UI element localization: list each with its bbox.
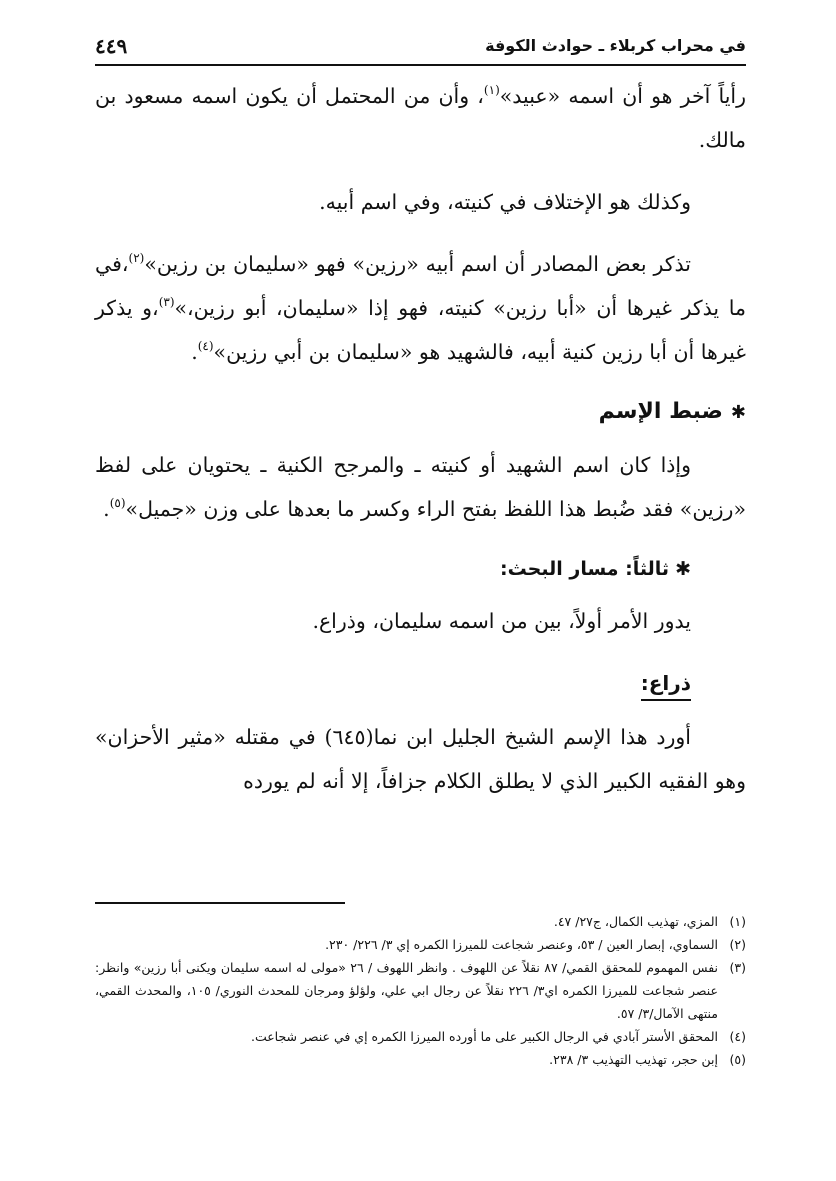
running-title: في محراب كربلاء ـ حوادث الكوفة <box>485 36 746 55</box>
section-heading-text: ضبط الإسم <box>598 399 723 424</box>
footnote-item <box>95 1025 746 1048</box>
paragraph-4-part-b: . <box>103 497 110 521</box>
subheading-wrapper <box>95 661 746 715</box>
paragraph-3 <box>95 242 746 374</box>
section-heading-text: ثالثاً: مسار البحث: <box>499 558 670 580</box>
paragraph-4-part-a: وإذا كان اسم الشهيد أو كنيته ـ والمرجح الكنية ـ يحتويان على لفظ «رزين» فقد ضُبط هذا اللفظ بفتح الراء وكسر ما بعدها على وزن «جميل» <box>95 453 746 521</box>
main-text <box>95 74 746 821</box>
paragraph-3-part-d: . <box>191 340 198 364</box>
footnote-text: المزي، تهذيب الكمال، ج٢٧/ ٤٧. <box>553 914 718 929</box>
footnote-number: (٥) <box>729 1052 746 1067</box>
asterisk-icon: ✱ <box>730 402 746 423</box>
paragraph-1-part-a: رأياً آخر هو أن اسمه «عبيد» <box>499 84 747 108</box>
footnote-text: السماوي، إبصار العين / ٥٣، وعنصر شجاعت للميرزا الكمره إي ٣/ ٢٢٦/ ٢٣٠. <box>325 937 718 952</box>
footnote-ref-1: (١) <box>483 83 500 97</box>
subheading-dhira: ذراع: <box>641 667 691 701</box>
section-heading-research-path <box>95 549 691 589</box>
footnote-number: (١) <box>729 914 746 929</box>
paragraph-3-part-c: ،و يذكر غيرها أن أبا رزين كنية أبيه، فالشهيد هو «سليمان بن أبي رزين» <box>95 296 746 364</box>
paragraph-5: يدور الأمر أولاً، بين من اسمه سليمان، وذراع. <box>312 609 691 633</box>
footnote-text: المحقق الأستر آبادي في الرجال الكبير على ما أورده الميرزا الكمره إي في عنصر شجاعت. <box>250 1029 718 1044</box>
paragraph-6: أورد هذا الإسم الشيخ الجليل ابن نما(٦٤٥) في مقتله «مثير الأحزان» وهو الفقيه الكبير الذي لا يطلق الكلام جزافاً، إلا أنه لم يورده <box>95 725 746 793</box>
footnote-text: إبن حجر، تهذيب التهذيب ٣/ ٢٣٨. <box>549 1052 718 1067</box>
footnote-text: نفس المهموم للمحقق القمي/ ٨٧ نقلاً عن اللهوف . وانظر اللهوف / ٢٦ «مولى له اسمه سليمان ويكنى أبا رزين» وانظر: عنصر شجاعت للميرزا الكمره اي٣/ ٢٢٦ نقلاً عن رجال ابي علي، ولؤلؤ ومرجان للمحدث النوري/ ١٠٥، والمحدث القمي، منتهى الآمال/٣/ ٥٧. <box>95 960 719 1021</box>
paragraph-3-part-a: تذكر بعض المصادر أن اسم أبيه «رزين» فهو «سليمان بن رزين» <box>144 252 691 276</box>
page-number: ٤٤٩ <box>95 34 128 58</box>
footnote-item <box>95 1048 746 1071</box>
section-heading-name-vocalization <box>95 392 746 433</box>
footnote-divider <box>95 902 345 904</box>
footnote-item <box>95 933 746 956</box>
footnote-number: (٢) <box>729 937 746 952</box>
paragraph-1-part-b: ، وأن من المحتمل أن يكون اسمه مسعود بن مالك. <box>95 84 746 152</box>
footnote-ref-2: (٢) <box>128 251 145 265</box>
footnote-item <box>95 956 746 1025</box>
paragraph-2: وكذلك هو الإختلاف في كنيته، وفي اسم أبيه. <box>319 190 691 214</box>
footnote-ref-5: (٥) <box>109 496 126 510</box>
footnote-number: (٤) <box>729 1029 746 1044</box>
paragraph-1 <box>95 74 746 162</box>
footnote-ref-3: (٣) <box>158 295 175 309</box>
paragraph-4 <box>95 443 746 531</box>
footnote-ref-4: (٤) <box>197 339 214 353</box>
paragraph-3-part-b: ،في ما يذكر غيرها أن «أبا رزين» كنيته، فهو إذا «سليمان، أبو رزين،» <box>95 252 746 320</box>
footnotes <box>95 910 746 1071</box>
page-header <box>95 34 746 66</box>
footnote-number: (٣) <box>729 960 746 975</box>
asterisk-icon: ✱ <box>675 558 691 580</box>
footnote-item <box>95 910 746 933</box>
